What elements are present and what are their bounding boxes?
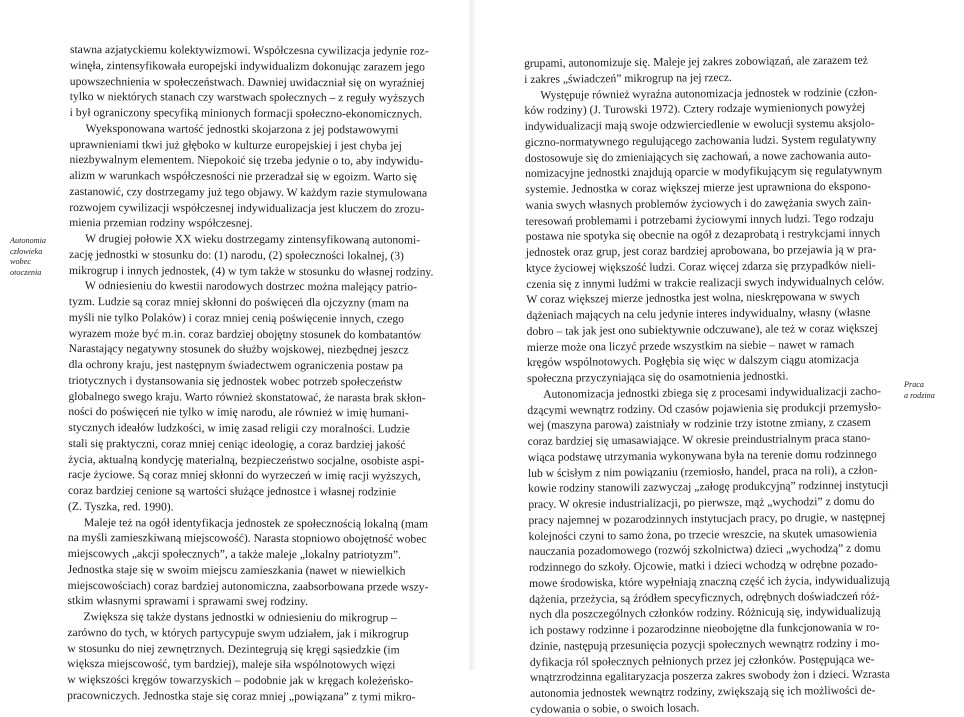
right-paragraph-3: Autonomizacja jednostki zbiega się z procesami indywidualizacji zacho- dzącymi wewnątrz rodziny. Od czasów pojawienia się produkcji przemysło- wej (maszyna parowa) zaistniały w rodzinie trzy istotne zmiany, z czasem coraz bardziej się umasawiające. W okresie preindustrialnym praca stano- wiąca podstawę utrzymania wykonywana była na terenie domu rodzinnego lub w ścisłym z nim powiązaniu (rzemiosło, handel, praca na roli), a człon- kowie rodziny stanowili zazwyczaj „załogę produkcyjną” rodzinnej instytucji pracy. W okresie industrializacji, po pierwsze, mąż „wychodzi” z domu do pracy najemnej w pozarodzinnych instytucjach pracy, po drugie, w następnej kolejności czyni to samo żona, po trzecie wreszcie, na skutek umasowienia nauczania pozadomowego (rozwój szkolnictwa) dzieci „wychodzą” z domu rodzinnego do szkoły. Ojcowie, matki i dzieci wchodzą w odrębne pozado- mowe środowiska, które wypełniają znaczną część ich życia, indywidualizują dążenia, przeżycia, są źródłem specyficznych, odrębnych doświadczeń róż- nych dla poszczególnych członków rodziny. Różnicują się, indywidualizują ich postawy rodzinne i pozarodzinne nieobojętne dla funkcjonowania w ro- dzinie, następują przesunięcia pozycji społecznych wewnątrz rodziny i mo- dyfikacja ról społecznych pełnionych przez jej członków. Postępująca we- wnątrzrodzinna egalitaryzacja poszerza zakres swobody żon i dzieci. Wzrasta autonomia jednostek wewnątrz rodziny, zwiększają się ich możliwości de- cydowania o sobie, o swoich losach. xyxy=(527,384,890,716)
left-paragraph-1: stawna azjatyckiemu kolektywizmowi. Współczesna cywilizacja jedynie roz- winęła, zintensyfikowała europejski indywidualizm dokonując zarazem jego upowszechnienia w społeczeństwach. Dawniej uwidaczniał się on wyraźniej tylko w niektórych stanach czy warstwach społecznych – z reguły wyższych i był ograniczony specyfiką minionych formacji społeczno-ekonomicznych. xyxy=(69,42,429,121)
right-page xyxy=(474,0,947,716)
left-paragraph-6: Zwiększa się także dystans jednostki w odniesieniu do mikrogrup – zarówno do tych, w których partycypuje swym udziałem, jak i mikrogrup w stosunku do niej zewnętrznych. Dezintegrują się kręgi sąsiedzkie (im większa miejscowość, tym bardziej), maleje siła wspólnotowych więzi w większości kręgów towarzyskich – podobnie jak w kręgach koleżeńsko- pracowniczych. Jednostka staje się coraz mniej „powiązana” z tymi mikro- xyxy=(67,610,416,704)
left-margin-note: Autonomia człowieka wobec otoczenia xyxy=(10,236,46,277)
right-paragraph-2: Występuje również wyraźna autonomizacja jednostek w rodzinie (człon- ków rodziny) (J. Turowski 1972). Cztery rodzaje wymienionych powyżej indywidualizacji mają swoje odzwierciedlenie w ewolucji systemu aksjolo- giczno-normatywnego regulującego zachowania ludzi. System regulatywny dostosowuje się do zmieniających się zachowań, a nowe zachowania auto- nomizacyjne jednostki znajdują oparcie w modyfikującym się regulatywnym systemie. Jednostka w coraz większej mierze jest uprawniona do ekspono- wania swych własnych problemów życiowych i do zawężania swych zain- teresowań problemami i potrzebami życiowymi innych ludzi. Tego rodzaju postawa nie spotyka się obecnie na ogół z dezaprobatą i restrykcjami innych jednostek oraz grup, jest coraz bardziej aprobowana, bo przejawia ją w pra- ktyce życiowej większość ludzi. Coraz więcej zdarza się przypadków nieli- czenia się z innymi ludźmi w trakcie realizacji swych indywidualnych celów. W coraz większej mierze jednostka jest wolna, nieskrępowana w swych dążeniach mających na celu jedynie interes indywidualny, własny (własne dobro – tak jak jest ono subiektywnie odczuwane), ale też w coraz większej mierze może ona liczyć przede wszystkim na siebie – nawet w ramach kręgów wspólnotowych. Pogłębia się więc w dalszym ciągu atomizacja społeczna przyczyniająca się do osamotnienia jednostki. xyxy=(524,85,885,385)
left-paragraph-4: W odniesieniu do kwestii narodowych dostrzec można malejący patrio- tyzm. Ludzie są coraz mniej skłonni do poświęceń dla ojczyzny (mam na myśli nie tylko Polaków) i coraz mniej cenią poświęcenie innych, czego wyrazem może być m.in. coraz bardziej obojętny stosunek do kombatantów Narastający negatywny stosunek do służby wojskowej, niezbędnej jeszcz dla ochrony kraju, jest następnym świadectwem ograniczenia postaw pa triotycznych i dystansowania się jednostek wobec potrzeb społeczeństw globalnego swego kraju. Warto również skonstatować, że narasta brak skłon- ności do poświęceń nie tylko w imię narodu, ale również w imię humani- stycznych ideałów ludzkości, w imię zasad religii czy moralności. Ludzie stali się praktyczni, coraz mniej ceniąc ideologię, a coraz bardziej jakość życia, aktualną kondycję materialną, bezpieczeństwo socjalne, osobiste aspi- racje życiowe. Są coraz mniej skłonni do wyrzeczeń w imię racji wyższych, coraz bardziej cenione są wartości służące jednostce i własnej rodzinie (Z. Tyszka, red. 1990). xyxy=(67,279,426,514)
left-paragraph-5: Maleje też na ogół identyfikacja jednostek ze społecznością lokalną (mam na myśli zamieszkiwaną miejscowość). Narasta stopniowo obojętność wobec miejscowych „akcji społecznych”, a także maleje „lokalny patriotyzm”. Jednostka staje się w swoim miejscu zamieszkania (nawet w niewielkich miejscowościach) coraz bardziej autonomiczna, zaabsorbowana przede wszy- stkim własnymi sprawami i sprawami swej rodziny. xyxy=(67,515,429,609)
left-paragraph-2: Wyeksponowana wartość jednostki skojarzona z jej podstawowymi uprawnieniami tkwi już głęboko w kulturze europejskiej i jest chyba jej niezbywalnym elementem. Niepokoić się trzeba jedynie o to, aby indywidu- alizm w warunkach współczesności nie przeradzał się w egoizm. Warto się zastanowić, czy dostrzegamy już tego objawy. W każdym razie stymulowana rozwojem cywilizacji współczesnej indywidualizacja jest kluczem do zrozu- mienia przemian rodziny współczesnej. xyxy=(69,121,428,231)
right-text-column xyxy=(524,52,930,717)
right-paragraph-1: grupami, autonomizuje się. Maleje jej zakres zobowiązań, ale zarazem też i zakres „świadczeń” mikrogrup na jej rzecz. xyxy=(524,53,868,86)
left-paragraph-3: W drugiej połowie XX wieku dostrzegamy zintensyfikowaną autonomi- zację jednostki w stosunku do: (1) narodu, (2) społeczności lokalnej, (3) mikrogrup i innych jednostek, (4) w tym także w stosunku do własnej rodziny. xyxy=(68,232,434,279)
left-page xyxy=(0,0,470,704)
right-margin-note: Praca a rodzina xyxy=(904,380,935,400)
left-text-column xyxy=(67,42,453,705)
